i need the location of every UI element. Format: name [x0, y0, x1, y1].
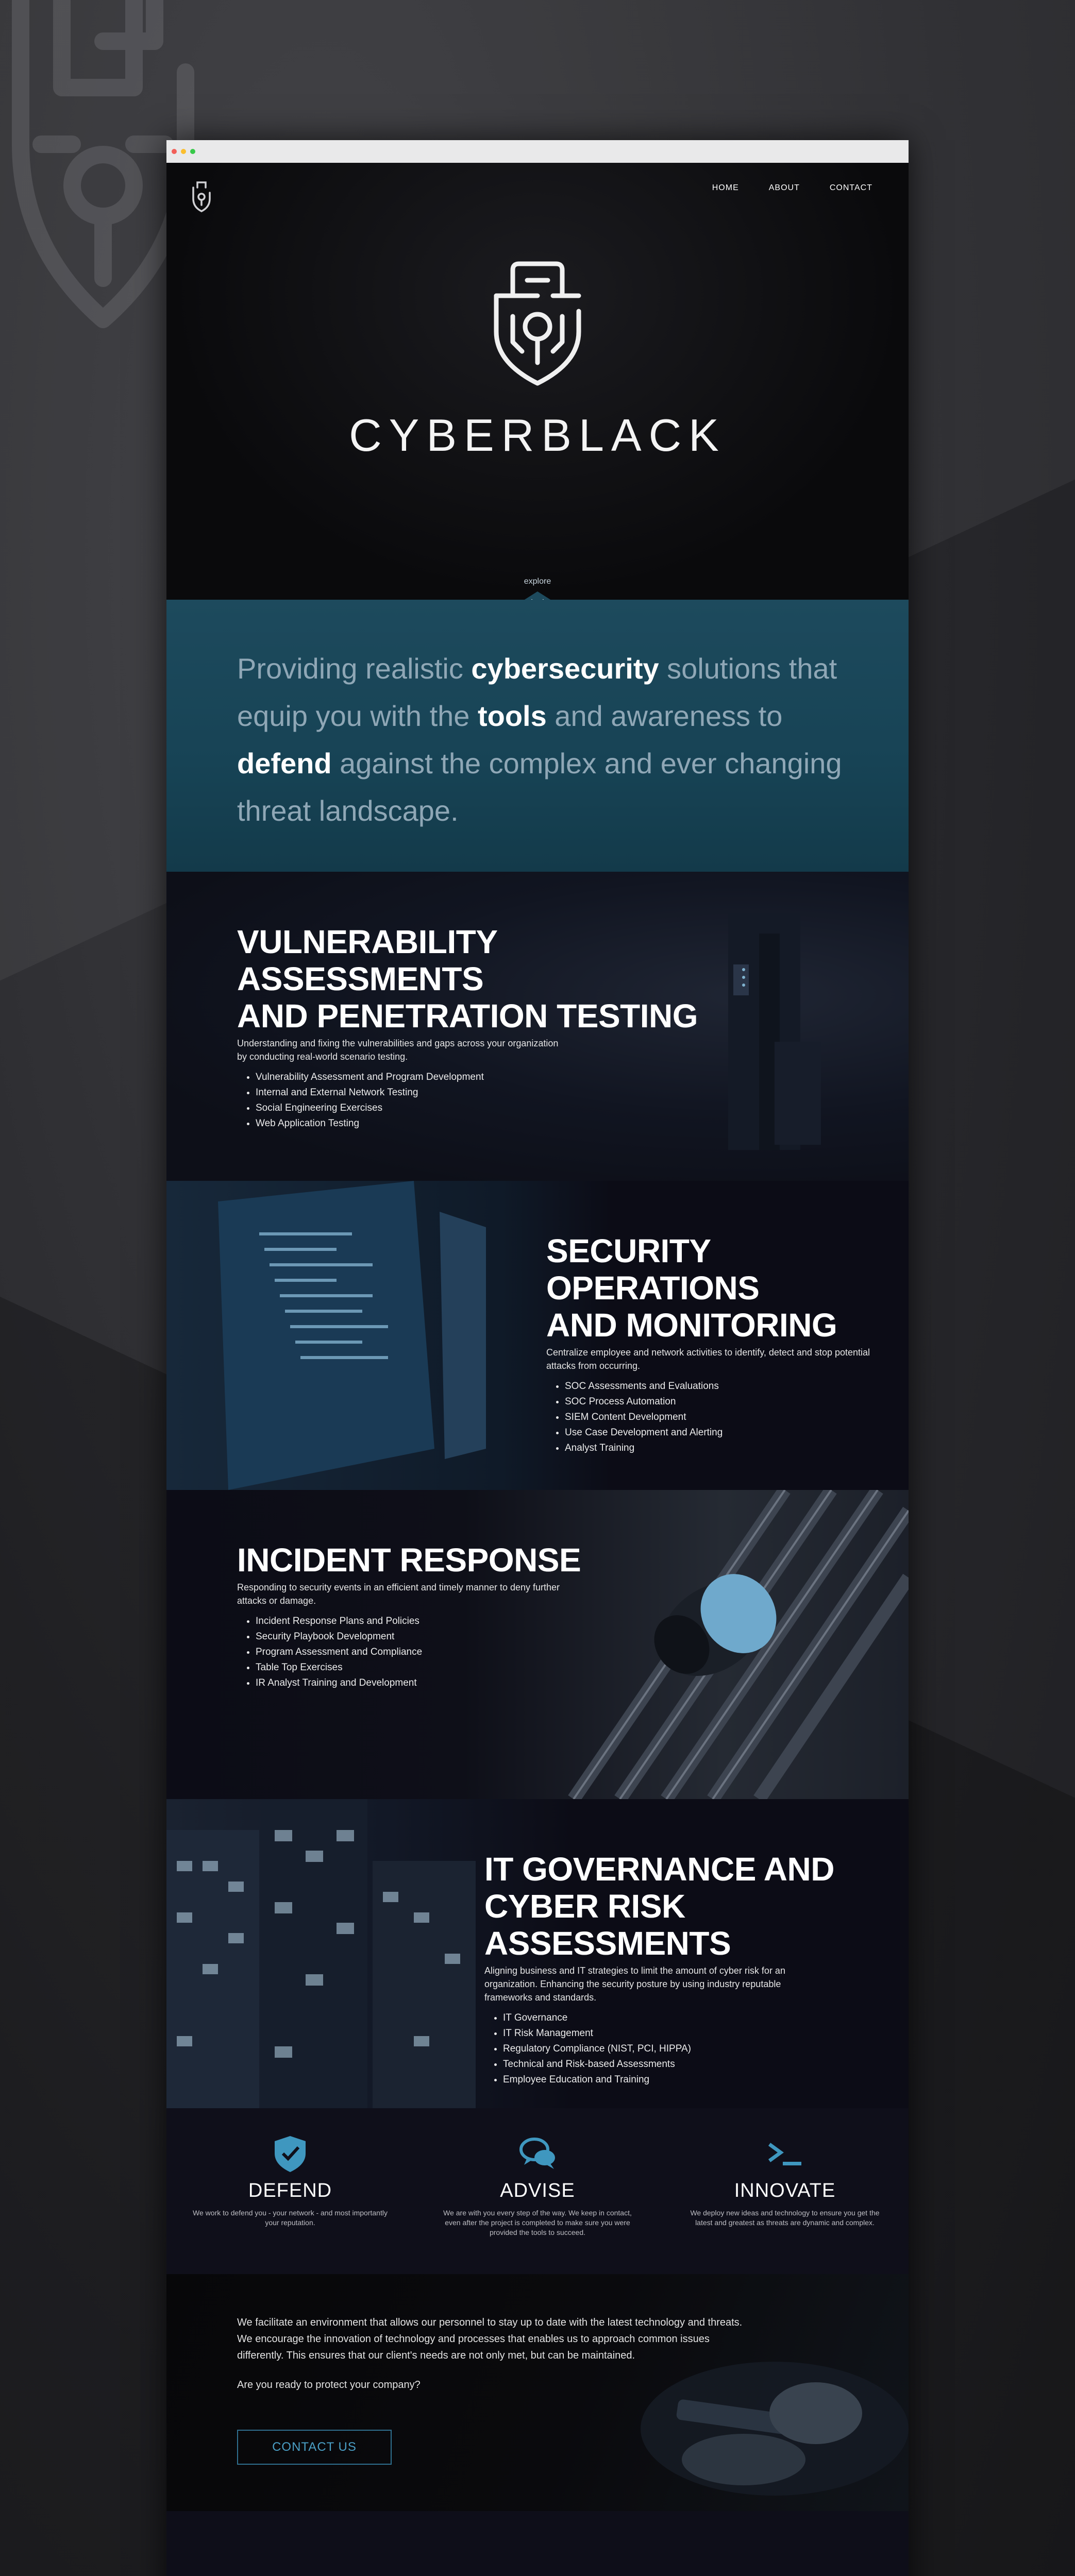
feature-text: We deploy new ideas and technology to ensure you get the latest and greatest as threats are dynamic and complex. [690, 2209, 880, 2227]
feature-defend [192, 2133, 388, 2228]
minimize-window-dot[interactable] [181, 149, 186, 154]
list-item: • Table Top Exercises [256, 1660, 598, 1675]
list-item: • Program Assessment and Compliance [256, 1645, 598, 1660]
list-item: • Vulnerability Assessment and Program Development [256, 1070, 701, 1085]
list-item: • SIEM Content Development [565, 1410, 907, 1425]
list-item: • Use Case Development and Alerting [565, 1425, 907, 1440]
browser-window [166, 140, 909, 2576]
list-item: • Security Playbook Development [256, 1629, 598, 1645]
section-spacer [166, 2511, 909, 2576]
chat-bubbles-icon [517, 2133, 558, 2174]
feature-title: ADVISE [500, 2180, 575, 2201]
service-text-block [237, 1541, 598, 1691]
feature-title: INNOVATE [734, 2180, 836, 2201]
feature-innovate [687, 2133, 883, 2228]
screens-image [197, 1181, 496, 1490]
list-item: • SOC Assessments and Evaluations [565, 1379, 907, 1394]
nav-home-link[interactable]: HOME [712, 183, 739, 192]
list-item: • Web Application Testing [256, 1116, 701, 1131]
top-navigation [712, 183, 872, 193]
list-item: • IT Risk Management [503, 2026, 897, 2041]
list-item: • Technical and Risk-based Assessments [503, 2057, 897, 2072]
nav-contact-link[interactable]: CONTACT [829, 183, 872, 192]
feature-title: DEFEND [248, 2180, 332, 2201]
service-security-operations [166, 1181, 909, 1490]
shield-check-icon [270, 2133, 311, 2174]
cta-question: Are you ready to protect your company? [237, 2379, 421, 2391]
logo-small-icon[interactable] [187, 178, 216, 214]
cta-paragraph: We facilitate an environment that allows our personnel to stay up to date with the latest technology and threats. We encourage the innovation of technology and processes that enables us to approach common issues differently. This ensures that our client's needs are not only met, but can be maintained. [237, 2317, 743, 2361]
list-item: • Social Engineering Exercises [256, 1100, 701, 1116]
server-rack-image [713, 913, 836, 1150]
logo-shield-icon [481, 260, 594, 388]
service-it-governance [166, 1799, 909, 2108]
list-item: • IT Governance [503, 2010, 897, 2026]
brand-wordmark: CYBERBLACK [349, 410, 726, 461]
feature-advise [440, 2133, 635, 2238]
service-list [484, 2010, 897, 2088]
contact-us-button[interactable]: CONTACT US [237, 2430, 392, 2465]
list-item: • Internal and External Network Testing [256, 1085, 701, 1100]
close-window-dot[interactable] [172, 149, 177, 154]
terminal-prompt-icon [764, 2133, 805, 2174]
contact-cta-section [166, 2274, 909, 2511]
service-text-block [484, 1851, 897, 2088]
service-list [546, 1379, 907, 1456]
service-text-block [237, 923, 701, 1131]
feature-text: We are with you every step of the way. We keep in contact, even after the project is completed to make sure you were provided the tools to succeed. [443, 2209, 632, 2236]
service-description: Aligning business and IT strategies to limit the amount of cyber risk for an organization. Enhancing the security posture by using industry reputable frameworks and standards. [484, 1965, 785, 2003]
service-vulnerability-assessments [166, 872, 909, 1181]
list-item: • SOC Process Automation [565, 1394, 907, 1410]
service-list [237, 1614, 598, 1691]
nav-about-link[interactable]: ABOUT [768, 183, 800, 192]
tagline-section [166, 600, 909, 872]
service-incident-response [166, 1490, 909, 1799]
service-title: INCIDENT RESPONSE [237, 1541, 581, 1579]
service-title: IT GOVERNANCE AND CYBER RISK ASSESSMENTS [484, 1851, 834, 1962]
city-buildings-image [166, 1799, 486, 2108]
service-description: Responding to security events in an efficient and timely manner to deny further attacks or damage. [237, 1582, 560, 1606]
service-title: SECURITY OPERATIONS AND MONITORING [546, 1232, 837, 1344]
browser-chrome [166, 140, 909, 163]
features-section [166, 2108, 909, 2274]
service-list [237, 1070, 701, 1131]
tagline-text: Providing realistic cybersecurity solutions that equip you with the tools and awareness to defend against the complex and ever changing threat landscape. [237, 652, 842, 827]
hero-section [166, 163, 909, 600]
list-item: • Analyst Training [565, 1440, 907, 1456]
feature-text: We work to defend you - your network - and most importantly your reputation. [193, 2209, 388, 2227]
service-description: Understanding and fixing the vulnerabilities and gaps across your organization by conducting real-world scenario testing. [237, 1038, 559, 1062]
maximize-window-dot[interactable] [190, 149, 195, 154]
service-title: VULNERABILITY ASSESSMENTS AND PENETRATION TESTING [237, 923, 698, 1035]
service-text-block [546, 1232, 907, 1456]
list-item: • Regulatory Compliance (NIST, PCI, HIPPA) [503, 2041, 897, 2057]
explore-label[interactable]: explore [524, 577, 551, 586]
list-item: • Employee Education and Training [503, 2072, 897, 2088]
list-item: • Incident Response Plans and Policies [256, 1614, 598, 1629]
list-item: • IR Analyst Training and Development [256, 1675, 598, 1691]
service-description: Centralize employee and network activities to identify, detect and stop potential attacks from occurring. [546, 1347, 870, 1371]
